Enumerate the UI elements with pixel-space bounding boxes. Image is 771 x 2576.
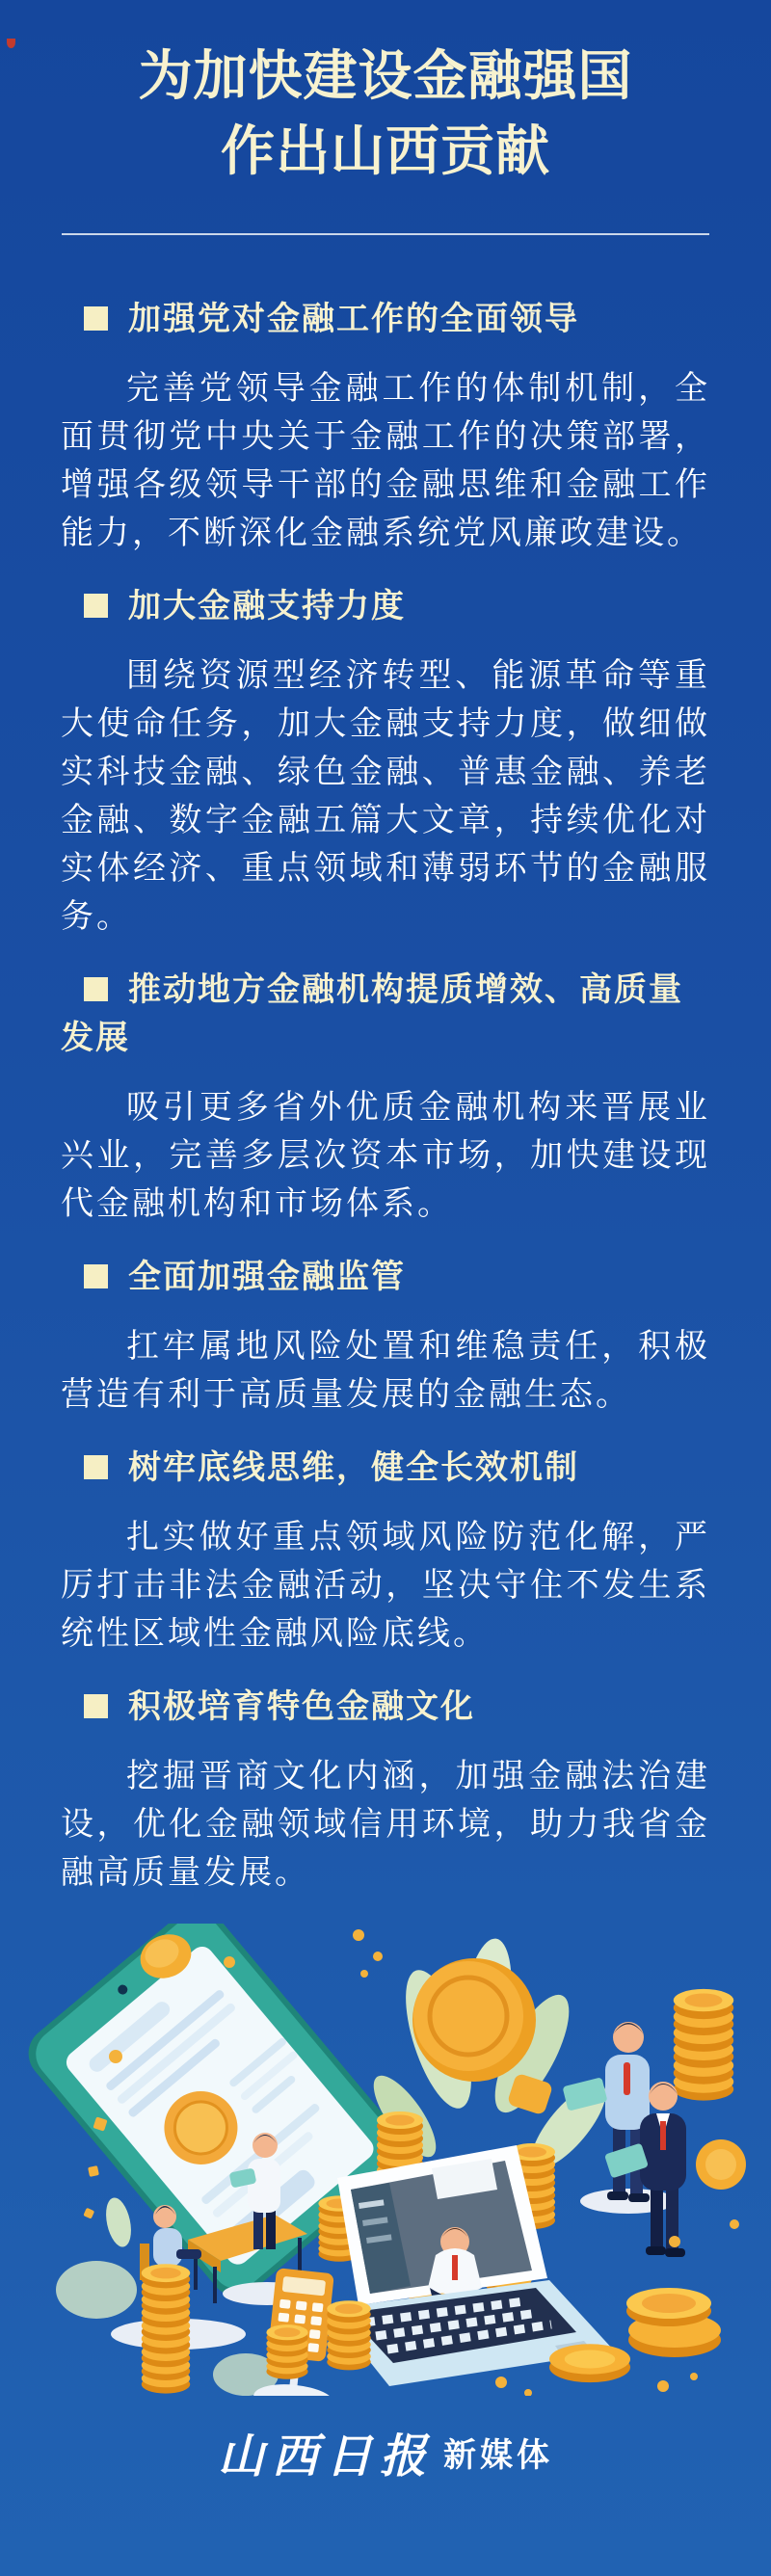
page-title	[0, 39, 771, 189]
brand-logo-shanxi-daily: 山西日报	[217, 2431, 434, 2483]
gold-coin-icon	[549, 2344, 630, 2382]
section-heading-regulation	[61, 1253, 710, 1301]
section-heading-text: 全面加强金融监管	[128, 1259, 406, 1295]
section-heading-text: 树牢底线思维，健全长效机制	[128, 1449, 579, 1486]
section-heading-text: 积极培育特色金融文化	[128, 1688, 475, 1725]
section-body: 挖掘晋商文化内涵，加强金融法治建设，优化金融领域信用环境，助力我省金融高质量发展。	[61, 1758, 710, 1891]
coin-stack-icon	[266, 2324, 307, 2379]
section-body: 围绕资源型经济转型、能源革命等重大使命任务，加大金融支持力度，做细做实科技金融、绿色金融、普惠金融、养老金融、数字金融五篇大文章，持续优化对实体经济、重点领域和薄弱环节的金融服务。	[61, 657, 710, 935]
section-heading-text: 加大金融支持力度	[128, 588, 406, 624]
section-heading-finance-culture	[61, 1683, 710, 1731]
bullet-square-icon	[84, 1264, 108, 1288]
brand-suffix-label: 新媒体	[443, 2437, 553, 2474]
section-heading-text: 推动地方金融机构提质增效、高质量发展	[61, 971, 683, 1056]
finance-illustration	[0, 1924, 771, 2396]
gold-coin-icon	[626, 2288, 721, 2357]
coin-stack-icon	[327, 2300, 371, 2370]
bullet-square-icon	[84, 1694, 108, 1718]
gold-coin-icon	[412, 1958, 553, 2115]
section-heading-party-leadership	[61, 295, 710, 343]
coin-stack-icon	[142, 2264, 190, 2393]
bullet-square-icon	[84, 594, 108, 618]
bullet-square-icon	[84, 306, 108, 331]
section-heading-bottom-line	[61, 1444, 710, 1492]
title-divider	[62, 233, 709, 235]
content	[0, 295, 771, 1897]
bullet-square-icon	[84, 977, 108, 1001]
section-body: 扛牢属地风险处置和维稳责任，积极营造有利于高质量发展的金融生态。	[61, 1328, 710, 1413]
page-title-line2: 作出山西贡献	[221, 120, 550, 181]
section-heading-financial-support	[61, 582, 710, 630]
footer	[0, 2419, 771, 2485]
page-title-line1: 为加快建设金融强国	[138, 45, 633, 106]
section-body: 吸引更多省外优质金融机构来晋展业兴业，完善多层次资本市场，加快建设现代金融机构和市场体系。	[61, 1089, 710, 1222]
section-body: 扎实做好重点领域风险防范化解，严厉打击非法金融活动，坚决守住不发生系统性区域性金融风险底线。	[61, 1519, 710, 1652]
section-heading-local-institutions	[61, 966, 710, 1062]
bullet-square-icon	[84, 1455, 108, 1479]
section-body: 完善党领导金融工作的体制机制，全面贯彻党中央关于金融工作的决策部署，增强各级领导干部的金融思维和金融工作能力，不断深化金融系统党风廉政建设。	[61, 370, 710, 551]
coin-stack-icon	[674, 1989, 733, 2101]
section-heading-text: 加强党对金融工作的全面领导	[128, 301, 579, 337]
poster-page	[0, 39, 771, 2576]
